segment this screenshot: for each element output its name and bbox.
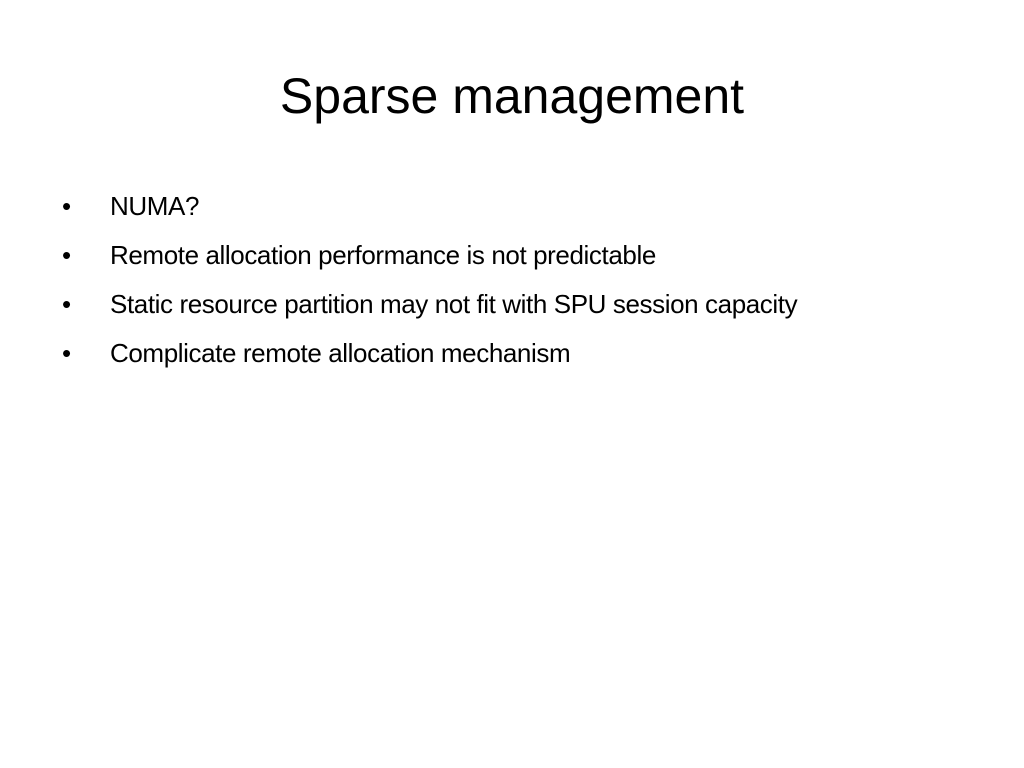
bullet-item (60, 184, 1010, 233)
bullet-text: Static resource partition may not fit with SPU session capacity (110, 289, 798, 319)
bullet-dot-icon: • (62, 240, 72, 270)
bullet-dot-icon: • (62, 338, 72, 368)
bullet-text: Complicate remote allocation mechanism (110, 338, 571, 368)
bullet-item (60, 282, 1010, 331)
bullet-dot-icon: • (62, 191, 72, 221)
bullet-text: Remote allocation performance is not predictable (110, 240, 656, 270)
bullet-list (60, 184, 1010, 380)
bullet-item (60, 233, 1010, 282)
bullet-dot-icon: • (62, 289, 72, 319)
slide-title: Sparse management (279, 68, 745, 124)
bullet-text: NUMA? (110, 191, 200, 221)
bullet-item (60, 331, 1010, 380)
